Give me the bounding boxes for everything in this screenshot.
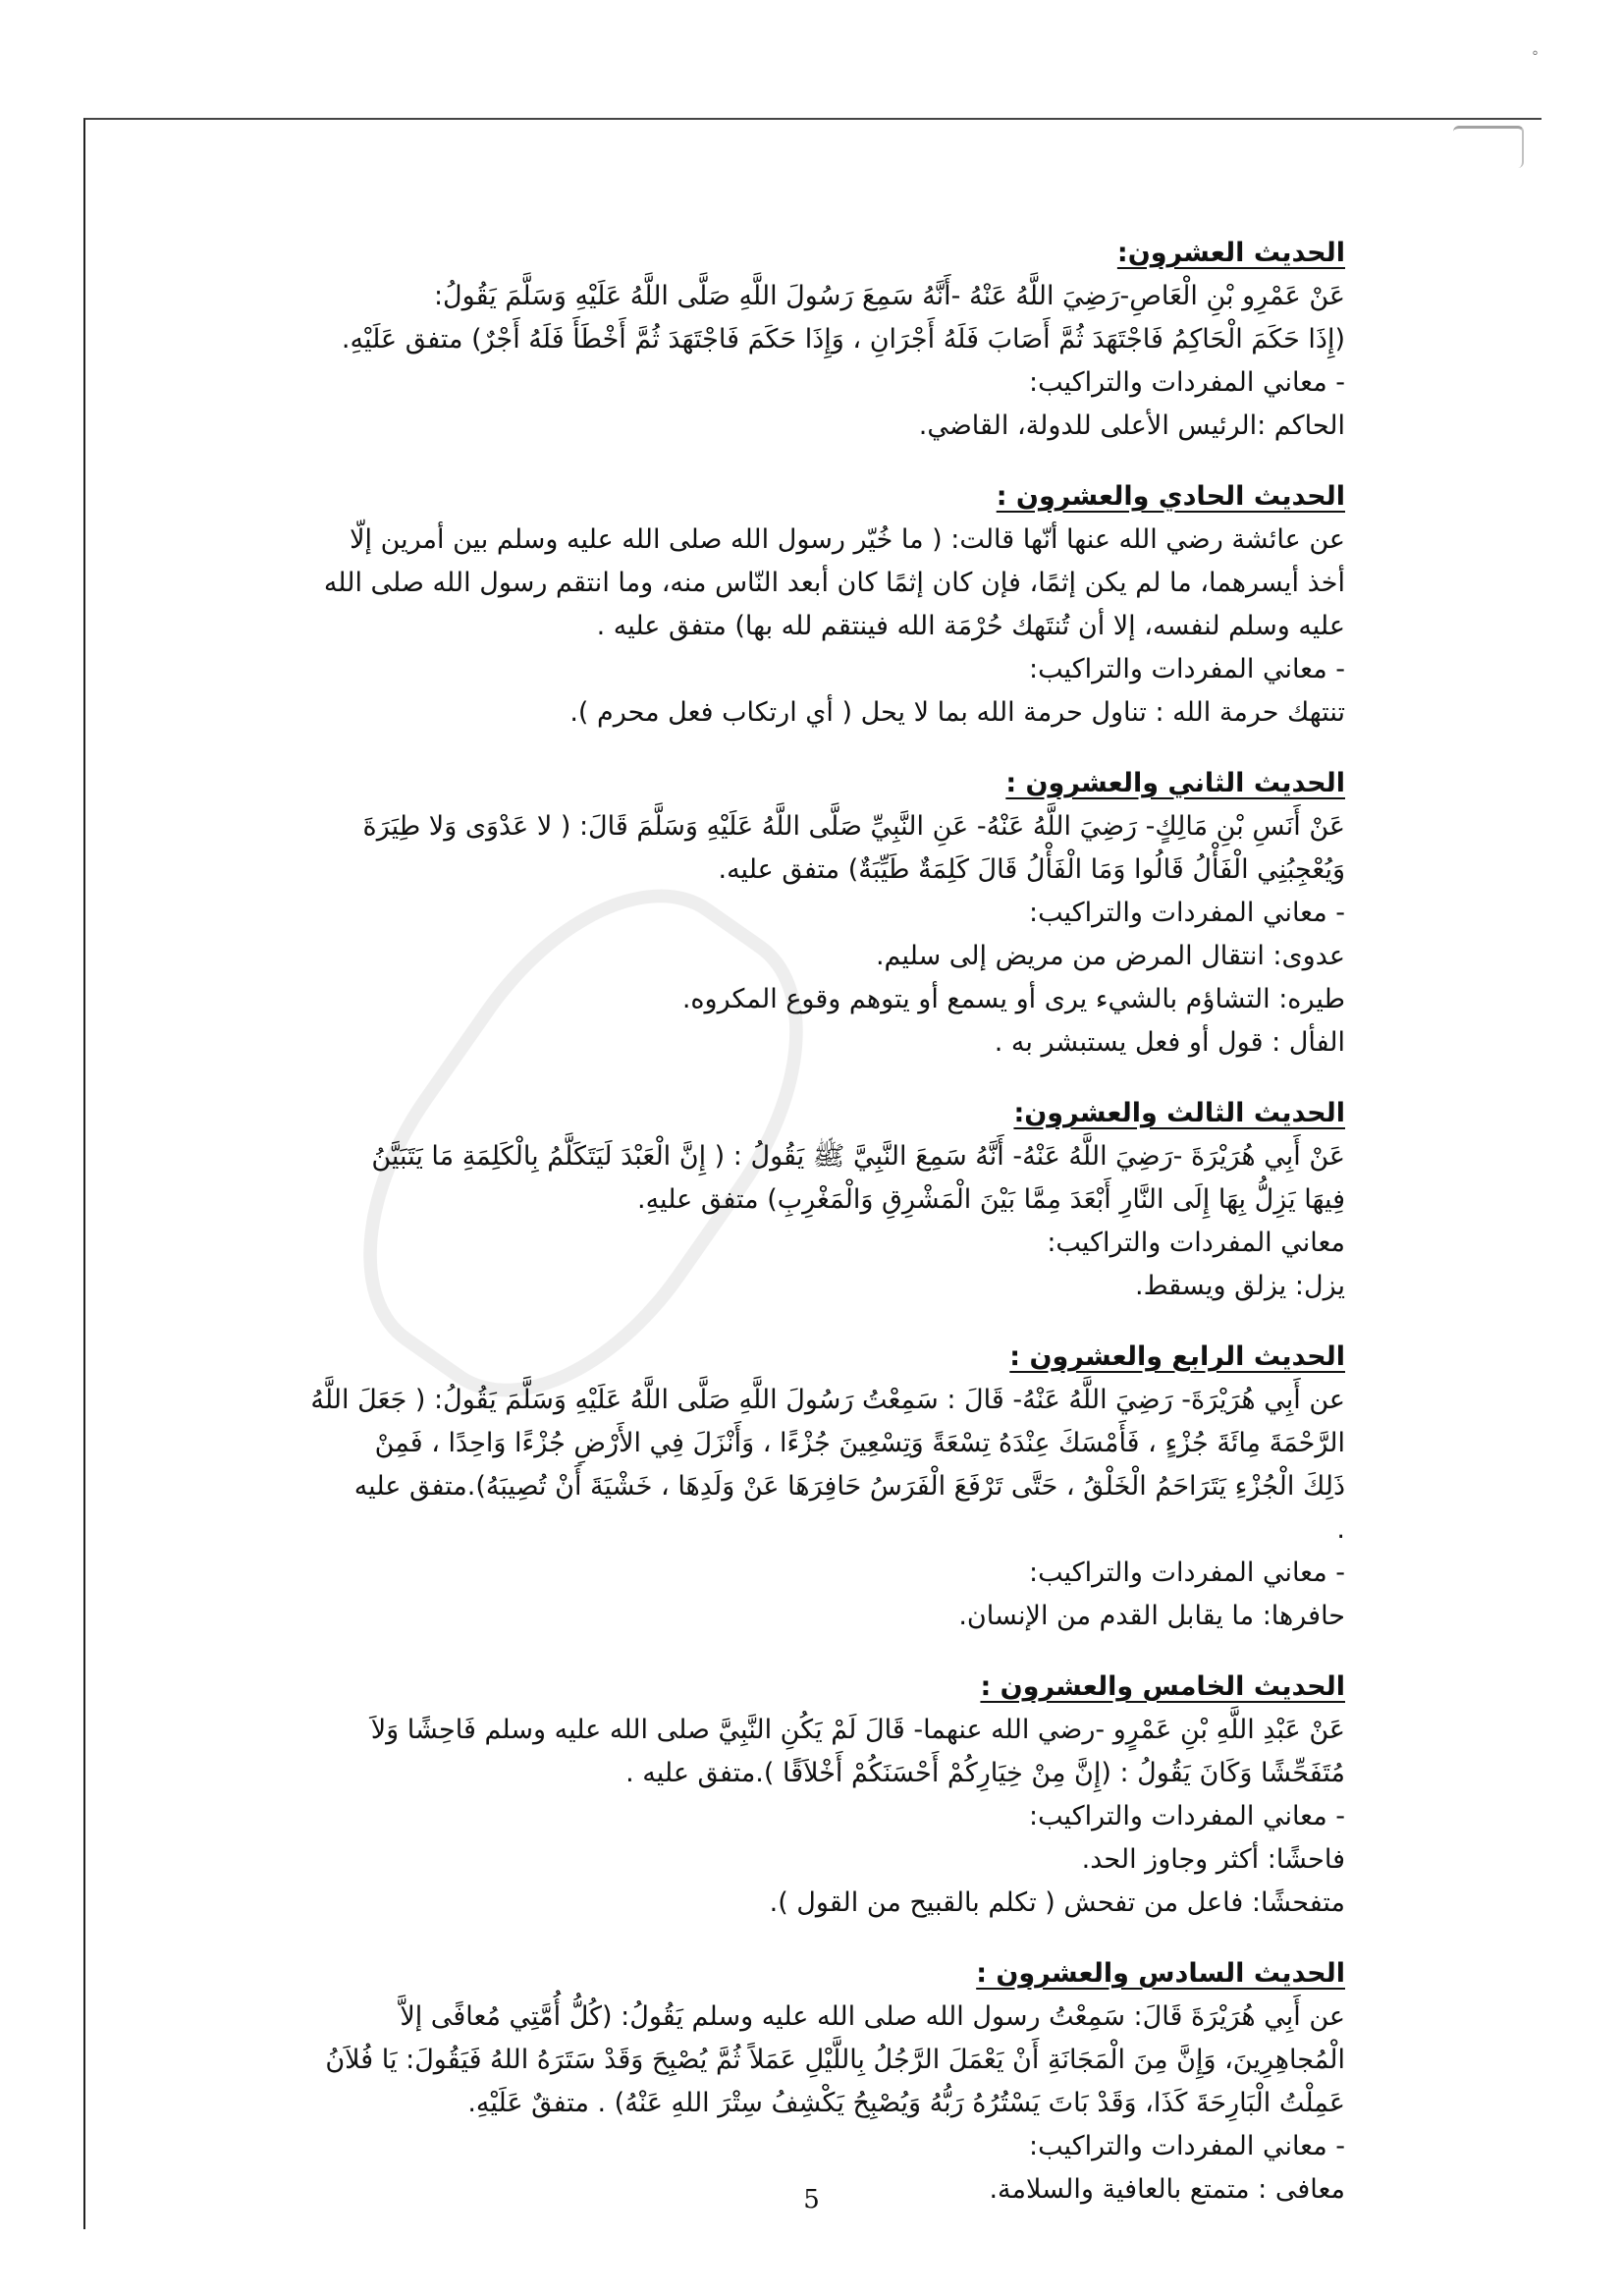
hadith-text-line: أخذ أيسرهما، ما لم يكن إثمًا، فإن كان إثمًا كان أبعد النّاس منه، وما انتقم رسول الله صلى الله [323,568,1345,598]
hadith-list [216,232,1345,2212]
hadith-section [216,1666,1345,1925]
vocabulary-definition: يزل: يزلق ويسقط. [1135,1271,1345,1301]
hadith-text-line: فِيهَا يَزِلُّ بِهَا إِلَى النَّارِ أَبْعَدَ مِمَّا بَيْنَ الْمَشْرِقِ وَالْمَغْرِبِ) متفق عليهِ. [636,1184,1345,1215]
hadith-text-line: عَنْ عَمْرِو بْنِ الْعَاصِ-رَضِيَ اللَّهُ عَنْهُ -أَنَّهُ سَمِعَ رَسُولَ اللَّهِ صَلَّى اللَّهُ عَلَيْهِ وَسَلَّمَ يَقُولُ: [433,281,1345,311]
hadith-text-line: . [1336,1514,1345,1545]
vocabulary-definition: الفأل : قول أو فعل يستبشر به . [994,1027,1345,1058]
hadith-text-line: الْمُجاهِرِينَ، وَإِنَّ مِنَ الْمَجَانَةِ أَنْ يَعْمَلَ الرَّجُلُ بِاللَّيْلِ عَمَلاً ثُمَّ يُصْبِحَ وَقَدْ سَتَرَهُ اللهُ فَيَقُولَ: يَا فُلاَنُ [325,2045,1345,2075]
hadith-text-line: وَيُعْجِبُنِي الْفَأْلُ قَالُوا وَمَا الْفَأْلُ قَالَ كَلِمَةٌ طَيِّبَةٌ) متفق عليه. [718,854,1345,885]
hadith-text-line: عَنْ أَنَسِ بْنِ مَالِكٍ- رَضِيَ اللَّهُ عَنْهُ- عَنِ النَّبِيِّ صَلَّى اللَّهُ عَلَيْهِ وَسَلَّمَ قَالَ: ( لا عَدْوَى وَلا طِيَرَةَ [362,811,1345,842]
hadith-text-line: ذَلِكَ الْجُزْءِ يَتَرَاحَمُ الْخَلْقُ ، حَتَّى تَرْفَعَ الْفَرَسُ حَافِرَهَا عَنْ وَلَدِهَا ، خَشْيَةَ أَنْ تُصِيبَهُ).متفق عليه [353,1471,1345,1502]
hadith-text-line: عَنْ أَبِي هُرَيْرَةَ -رَضِيَ اللَّهُ عَنْهُ- أَنَّهُ سَمِعَ النَّبِيَّ ﷺ يَقُولُ : ( إِنَّ الْعَبْدَ لَيَتَكَلَّمُ بِالْكَلِمَةِ مَا يَتَبَيَّنُ [371,1141,1345,1172]
hadith-title: الحديث الخامس والعشرون : [980,1671,1345,1702]
hadith-text-line: الرَّحْمَةَ مِائَةَ جُزْءٍ ، فَأَمْسَكَ عِنْدَهُ تِسْعَةً وَتِسْعِينَ جُزْءًا ، وَأَنْزَلَ فِي الأَرْضِ جُزْءًا وَاحِدًا ، فَمِنْ [374,1428,1345,1458]
hadith-section [216,1092,1345,1308]
hadith-text-line: عن أَبِي هُرَيْرَةَ قَالَ: سَمِعْتُ رسول الله صلى الله عليه وسلم يَقُولُ: (كُلُّ أُمَّتِي مُعافًى إلاَّ [400,2001,1345,2032]
vocabulary-definition: تنتهك حرمة الله : تناول حرمة الله بما لا يحل ( أي ارتكاب فعل محرم ). [569,697,1345,728]
vocabulary-definition: معافى : متمتع بالعافية والسلامة. [989,2174,1345,2205]
hadith-text-line: (إِذَا حَكَمَ الْحَاكِمُ فَاجْتَهَدَ ثُمَّ أَصَابَ فَلَهُ أَجْرَانِ ، وَإِذَا حَكَمَ فَاجْتَهَدَ ثُمَّ أَخْطَأَ فَلَهُ أَجْرٌ) متفق عَلَيْهِ. [341,324,1345,355]
page-number: 5 [803,2185,820,2214]
vocabulary-definition: فاحشًا: أكثر وجاوز الحد. [1081,1844,1345,1875]
hadith-title: الحديث الثاني والعشرون : [1005,768,1345,798]
scan-speck: ° [1532,49,1539,65]
hadith-title: الحديث السادس والعشرون : [976,1958,1345,1989]
hadith-section [216,1952,1345,2212]
vocabulary-heading: - معاني المفردات والتراكيب: [1029,898,1345,928]
hadith-text-line: عن عائشة رضي الله عنها أنّها قالت: ( ما خُيّر رسول الله صلى الله عليه وسلم بين أمرين إلّا [350,524,1345,555]
vocabulary-heading: - معاني المفردات والتراكيب: [1029,1558,1345,1588]
hadith-text-line: عليه وسلم لنفسه، إلا أن تُنتَهك حُرْمَة الله فينتقم لله بها) متفق عليه . [596,611,1345,641]
hadith-text-line: عَمِلْتُ الْبَارِحَةَ كَذَا، وَقَدْ بَاتَ يَسْتُرُهُ رَبُّهُ وَيُصْبِحُ يَكْشِفُ سِتْرَ اللهِ عَنْهُ) . متفقٌ عَلَيْهِ. [467,2088,1345,2118]
hadith-title: الحديث الثالث والعشرون: [1013,1098,1345,1128]
vocabulary-definition: حافرها: ما يقابل القدم من الإنسان. [958,1601,1345,1631]
hadith-section [216,475,1345,735]
vocabulary-definition: متفحشًا: فاعل من تفحش ( تكلم بالقبيح من القول ). [769,1887,1345,1918]
hadith-text-line: مُتَفَحِّشًا وَكَانَ يَقُولُ : (إِنَّ مِنْ خِيَارِكُمْ أَحْسَنَكُمْ أَخْلاَقًا ).متفق عليه . [625,1758,1345,1788]
vocabulary-definition: الحاكم :الرئيس الأعلى للدولة، القاضي. [918,410,1345,441]
vocabulary-heading: - معاني المفردات والتراكيب: [1029,367,1345,398]
hadith-text-line: عَنْ عَبْدِ اللَّهِ بْنِ عَمْرٍو -رضي الله عنهما- قَالَ لَمْ يَكُنِ النَّبِيَّ صلى الله عليه وسلم فَاحِشًا وَلاَ [370,1715,1345,1745]
vocabulary-heading: - معاني المفردات والتراكيب: [1029,2131,1345,2161]
hadith-section [216,762,1345,1065]
vocabulary-heading: - معاني المفردات والتراكيب: [1029,654,1345,684]
vocabulary-heading: معاني المفردات والتراكيب: [1047,1228,1345,1258]
vocabulary-heading: - معاني المفردات والتراكيب: [1029,1801,1345,1831]
vocabulary-definition: طيره: التشاؤم بالشيء يرى أو يسمع أو يتوهم وقوع المكروه. [681,984,1345,1014]
hadith-section [216,232,1345,448]
hadith-title: الحديث العشرون: [1116,238,1345,268]
document-body [216,232,1345,2239]
hadith-title: الحديث الحادي والعشرون : [996,481,1345,512]
hadith-title: الحديث الرابع والعشرون : [1009,1341,1345,1372]
corner-handwritten-mark [1453,126,1524,168]
vocabulary-definition: عدوى: انتقال المرض من مريض إلى سليم. [875,941,1345,971]
hadith-section [216,1336,1345,1638]
hadith-text-line: عن أَبِي هُرَيْرَةَ- رَضِيَ اللَّهُ عَنْهُ- قَالَ : سَمِعْتُ رَسُولَ اللَّهِ صَلَّى اللَّهُ عَلَيْهِ وَسَلَّمَ يَقُولُ: ( جَعَلَ اللَّهُ [310,1385,1345,1415]
